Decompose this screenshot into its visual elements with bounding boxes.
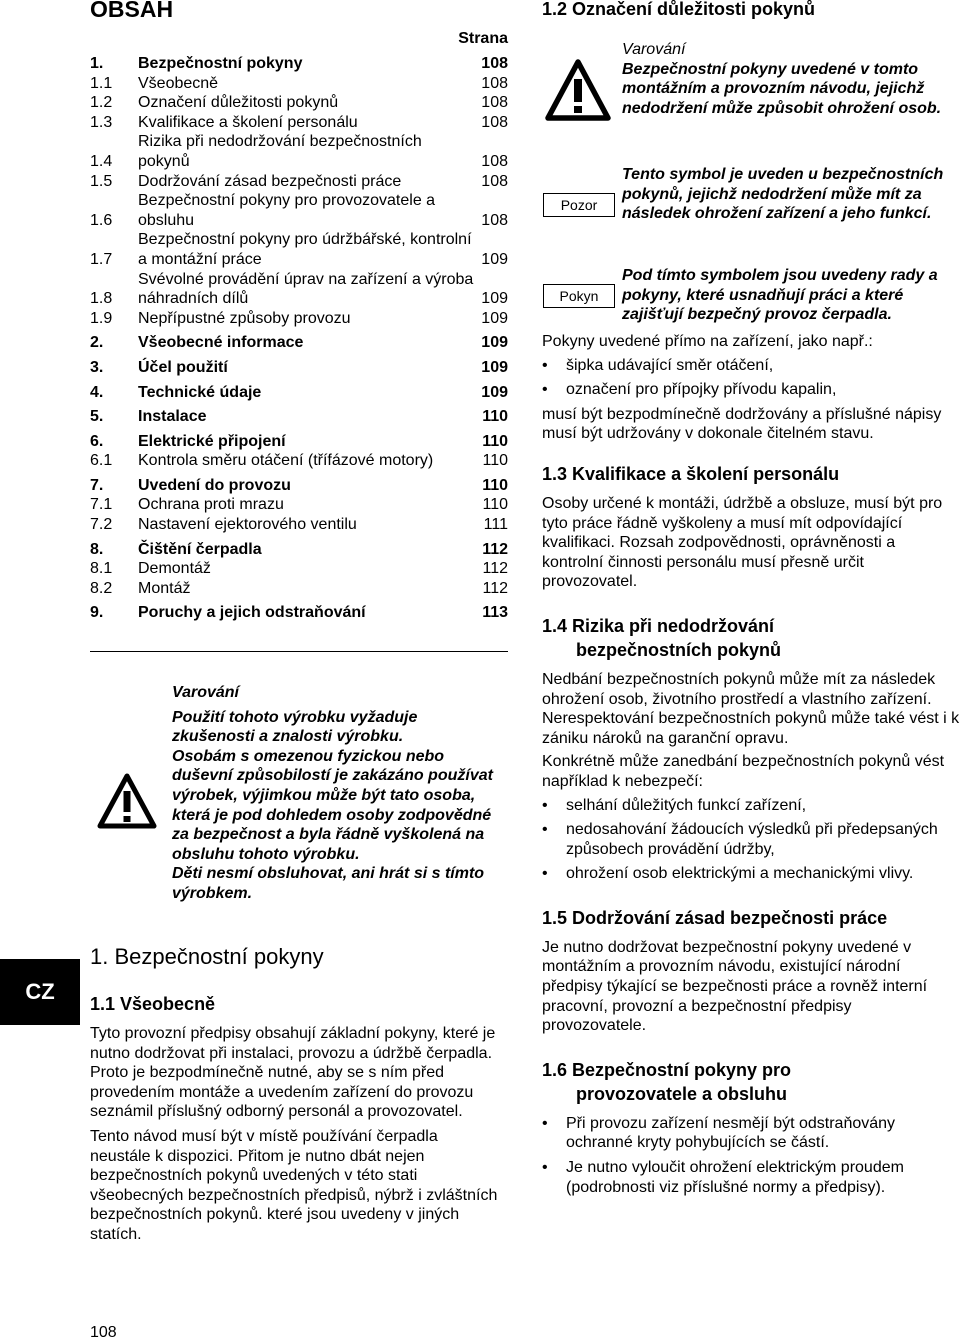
paragraph: Tento návod musí být v místě používání čerpadla neustále k dispozici. Přitom je nutno dbát nejen bezpečnostních pokynů uvedených v této stati všeobecných bezpečnostních předpisů, nýbrž i zvláštních bezpečnostních pokynů. které jsou uvedeny v jiných statích.	[90, 1127, 498, 1243]
toc-entry-title: Ochrana proti mrazu	[138, 496, 284, 514]
toc-entry	[90, 93, 508, 113]
section-1-3-heading: 1.3 Kvalifikace a školení personálu	[542, 463, 840, 484]
toc-entry-page: 109	[481, 334, 508, 352]
warning-text-2: Osobám s omezenou fyzickou nebo duševní způsobilostí je zakázáno používat výrobek, výjimkou může být tato osoba, která je pod dohledem osoby zodpovědné za bezpečnost a byla řádně vyškolená na obsluhu tohoto výrobku.	[172, 747, 493, 863]
toc-divider	[90, 651, 508, 652]
pozor-callout: Tento symbol je uveden u bezpečnostních pokynů, jejichž nedodržení může mít za následek ohrožení zařízení a jeho funkcí.	[622, 166, 944, 223]
language-tab: CZ	[0, 959, 80, 1025]
pokyn-label-box: Pokyn	[543, 284, 615, 308]
toc-entry	[90, 74, 508, 94]
list-item: • nedosahování žádoucích výsledků při předepsaných způsobech provádění údržby,	[542, 820, 960, 859]
toc-entry	[90, 540, 508, 560]
list-item: • selhání důležitých funkcí zařízení,	[542, 796, 960, 816]
toc-entry	[90, 230, 508, 269]
toc-entry	[90, 476, 508, 496]
toc-entry-title: Bezpečnostní pokyny pro údržbářské, kontrolní a montážní práce	[138, 231, 472, 268]
toc-entry-title: Rizika při nedodržování bezpečnostních pokynů	[138, 133, 422, 170]
toc-entry	[90, 54, 508, 74]
warning-triangle-icon	[544, 58, 612, 122]
callout-heading: Varování	[622, 41, 686, 58]
toc-entry-title: Elektrické připojení	[138, 432, 286, 450]
toc-entry-page: 108	[481, 94, 508, 112]
toc-entry-page: 108	[481, 74, 508, 92]
toc-entry-page: 109	[481, 358, 508, 376]
list-item: • Při provozu zařízení nesmějí být odstraňovány ochranné kryty pohybujících se částí.	[542, 1114, 960, 1153]
toc-entry-number: 8.2	[90, 579, 113, 597]
toc-entry-page: 112	[482, 560, 508, 578]
toc-entry-page: 110	[482, 408, 508, 426]
toc-entry-number: 2.	[90, 334, 104, 352]
page-number: 108	[90, 1324, 117, 1341]
toc-entry-page: 108	[481, 211, 508, 229]
warning-heading: Varování	[172, 684, 239, 701]
toc-entry-number: 5.	[90, 408, 104, 426]
right-column-flow	[542, 332, 960, 1202]
toc-entry-page: 108	[481, 172, 508, 190]
toc-entry-number: 1.4	[90, 152, 113, 170]
toc-entry-page: 110	[482, 452, 508, 470]
toc-entry	[90, 132, 508, 171]
toc-entry-title: Nastavení ejektorového ventilu	[138, 516, 357, 534]
toc-entry-number: 1.5	[90, 172, 113, 190]
toc-entry	[90, 579, 508, 599]
toc-entry	[90, 358, 508, 378]
toc-entry-page: 110	[482, 476, 508, 494]
section-1-1-heading: 1.1 Všeobecně	[90, 994, 216, 1014]
toc-entry	[90, 333, 508, 353]
toc-entry	[90, 515, 508, 535]
toc-entry-page: 108	[481, 55, 508, 72]
toc-entry-title: Všeobecné informace	[138, 334, 304, 352]
toc-entry-number: 4.	[90, 383, 104, 401]
toc-entry-title: Označení důležitosti pokynů	[138, 94, 339, 112]
toc-entry	[90, 559, 508, 579]
paragraph: musí být bezpodmínečně dodržovány a příslušné nápisy musí být udržovány v dokonale čitelném stavu.	[542, 405, 942, 443]
bullet-list	[542, 796, 960, 884]
toc-entry-page: 108	[481, 152, 508, 170]
toc-entry-title: Demontáž	[138, 560, 211, 578]
toc-entry-number: 1.1	[90, 74, 113, 92]
toc-entry-number: 7.2	[90, 516, 113, 534]
toc-entry-number: 8.	[90, 540, 104, 558]
warning-triangle-icon	[96, 772, 158, 830]
warning-callout	[622, 40, 960, 118]
toc-entry	[90, 451, 508, 471]
toc-entry-title: Čištění čerpadla	[138, 540, 262, 558]
toc-page-header: Strana	[458, 30, 508, 47]
toc-entry-number: 1.8	[90, 290, 113, 308]
toc-entry-page: 112	[482, 579, 508, 597]
toc-entry	[90, 432, 508, 452]
toc-entry	[90, 191, 508, 230]
toc-entry-page: 110	[482, 496, 508, 514]
toc-entry-number: 8.1	[90, 560, 113, 578]
heading-line-1: 1.6 Bezpečnostní pokyny pro	[542, 1059, 792, 1080]
toc-entry-number: 1.	[90, 55, 104, 72]
section-1-4-heading	[542, 614, 960, 662]
heading-line-1: 1.4 Rizika při nedodržování	[542, 615, 775, 636]
toc-entry	[90, 383, 508, 403]
paragraph: Osoby určené k montáži, údržbě a obsluze, musí být pro tyto práce řádně vyškoleny a musí mít odpovídající kvalifikaci. Rozsah zodpovědnosti, oprávněnosti a kontrolní činnosti personálu musí přesně určit provozovatel.	[542, 494, 943, 591]
toc-entry-title: Bezpečnostní pokyny pro provozovatele a obsluhu	[138, 192, 436, 229]
callout-text: Bezpečnostní pokyny uvedené v tomto montážním a provozním návodu, jejichž nedodržení může způsobit ohrožení osob.	[622, 60, 942, 117]
toc-entry-page: 110	[482, 432, 508, 450]
toc-entry-page: 109	[481, 309, 508, 327]
pozor-label-box: Pozor	[543, 193, 615, 217]
pokyn-callout: Pod tímto symbolem jsou uvedeny rady a pokyny, které usnadňují práci a které zajišťují bezpečný provoz čerpadla.	[622, 267, 938, 324]
toc-entry-title: Nepřípustné způsoby provozu	[138, 309, 351, 327]
list-item: • označení pro přípojky přívodu kapalin,	[542, 380, 960, 400]
paragraph: Pokyny uvedené přímo na zařízení, jako např.:	[542, 333, 873, 350]
toc-entry	[90, 495, 508, 515]
toc-entry-title: Uvedení do provozu	[138, 476, 291, 494]
toc-entry-page: 108	[481, 113, 508, 131]
section-1-2-heading: 1.2 Označení důležitosti pokynů	[542, 0, 816, 19]
toc-entry-title: Kvalifikace a školení personálu	[138, 113, 358, 131]
section-1-1	[90, 992, 500, 1250]
warning-text-3: Děti nesmí obsluhovat, ani hrát si s tímto výrobkem.	[172, 865, 485, 902]
bullet-list	[542, 1114, 960, 1197]
toc-title: OBSAH	[90, 0, 174, 22]
toc-entry-title: Montáž	[138, 579, 191, 597]
list-item: • Je nutno vyloučit ohrožení elektrickým proudem (podrobnosti viz příslušné normy a předpisy).	[542, 1158, 960, 1197]
toc-entry-number: 6.	[90, 432, 104, 450]
paragraph: Nedbání bezpečnostních pokynů může mít za následek ohrožení osob, životního prostředí a vlastního zařízení. Nerespektování bezpečnostních pokynů může také vést i k zániku nároků na garanční opravu.	[542, 670, 960, 747]
toc-entry-number: 7.	[90, 476, 104, 494]
toc-entry	[90, 113, 508, 133]
toc-entry-number: 3.	[90, 358, 104, 376]
toc-entry-title: Technické údaje	[138, 383, 262, 401]
heading-line-2: bezpečnostních pokynů	[576, 639, 782, 660]
toc-entry-page: 109	[481, 383, 508, 401]
toc-entry-number: 1.9	[90, 309, 113, 327]
toc-entry-page: 113	[482, 604, 508, 622]
section-1-heading: 1. Bezpečnostní pokyny	[90, 944, 324, 969]
toc-entry-page: 109	[481, 250, 508, 268]
toc-entry-title: Instalace	[138, 408, 207, 426]
toc-entry-page: 112	[482, 540, 508, 558]
toc-entry	[90, 270, 508, 309]
toc-entry-title: Poruchy a jejich odstraňování	[138, 604, 366, 622]
toc-entry	[90, 407, 508, 427]
toc-entry-title: Účel použití	[138, 358, 228, 376]
warning-block	[172, 683, 502, 904]
toc-entry-number: 9.	[90, 604, 104, 622]
toc-entry	[90, 172, 508, 192]
paragraph: Tyto provozní předpisy obsahují základní pokyny, které je nutno dodržovat při instalaci, provozu a údržbě čerpadla. Proto je bezpodmínečně nutné, aby se s ním před provedením montáže a uvedením zařízení do provozu seznámil příslušný odborný personál a provozovatel.	[90, 1025, 496, 1121]
toc-entry-title: Bezpečnostní pokyny	[138, 55, 303, 72]
toc-entry-number: 1.3	[90, 113, 113, 131]
paragraph: Je nutno dodržovat bezpečnostní pokyny uvedené v montážním a provozním návodu, existující národní předpisy týkající se bezpečnosti práce a rovněž interní pracovní, provozní a bezpečnostní předpisy provozovatele.	[542, 938, 928, 1035]
toc-entry-number: 1.6	[90, 211, 113, 229]
toc-entry-number: 6.1	[90, 452, 113, 470]
toc-entry-title: Svévolné provádění úprav na zařízení a výroba náhradních dílů	[138, 270, 474, 308]
list-item: • šipka udávající směr otáčení,	[542, 356, 960, 376]
toc-entry-number: 7.1	[90, 496, 113, 514]
toc-entry-number: 1.7	[90, 250, 113, 268]
toc-entry-title: Dodržování zásad bezpečnosti práce	[138, 172, 402, 190]
toc-entry-title: Kontrola směru otáčení (třífázové motory)	[138, 452, 434, 470]
toc-entry-number: 1.2	[90, 94, 113, 112]
toc-entry-page: 109	[481, 290, 508, 308]
section-1-6-heading	[542, 1058, 960, 1106]
heading-line-2: provozovatele a obsluhu	[576, 1083, 788, 1104]
warning-text-1: Použití tohoto výrobku vyžaduje zkušenosti a znalosti výrobku.	[172, 708, 418, 746]
toc-entry	[90, 603, 508, 623]
toc-list	[90, 54, 508, 623]
paragraph: Konkrétně může zanedbání bezpečnostních pokynů vést například k nebezpečí:	[542, 753, 945, 790]
toc-entry-title: Všeobecně	[138, 74, 219, 92]
toc-entry	[90, 309, 508, 329]
list-item: • ohrožení osob elektrickými a mechanickými vlivy.	[542, 864, 960, 884]
section-1-5-heading: 1.5 Dodržování zásad bezpečnosti práce	[542, 907, 888, 928]
bullet-list	[542, 356, 960, 400]
toc-entry-page: 111	[483, 516, 508, 534]
